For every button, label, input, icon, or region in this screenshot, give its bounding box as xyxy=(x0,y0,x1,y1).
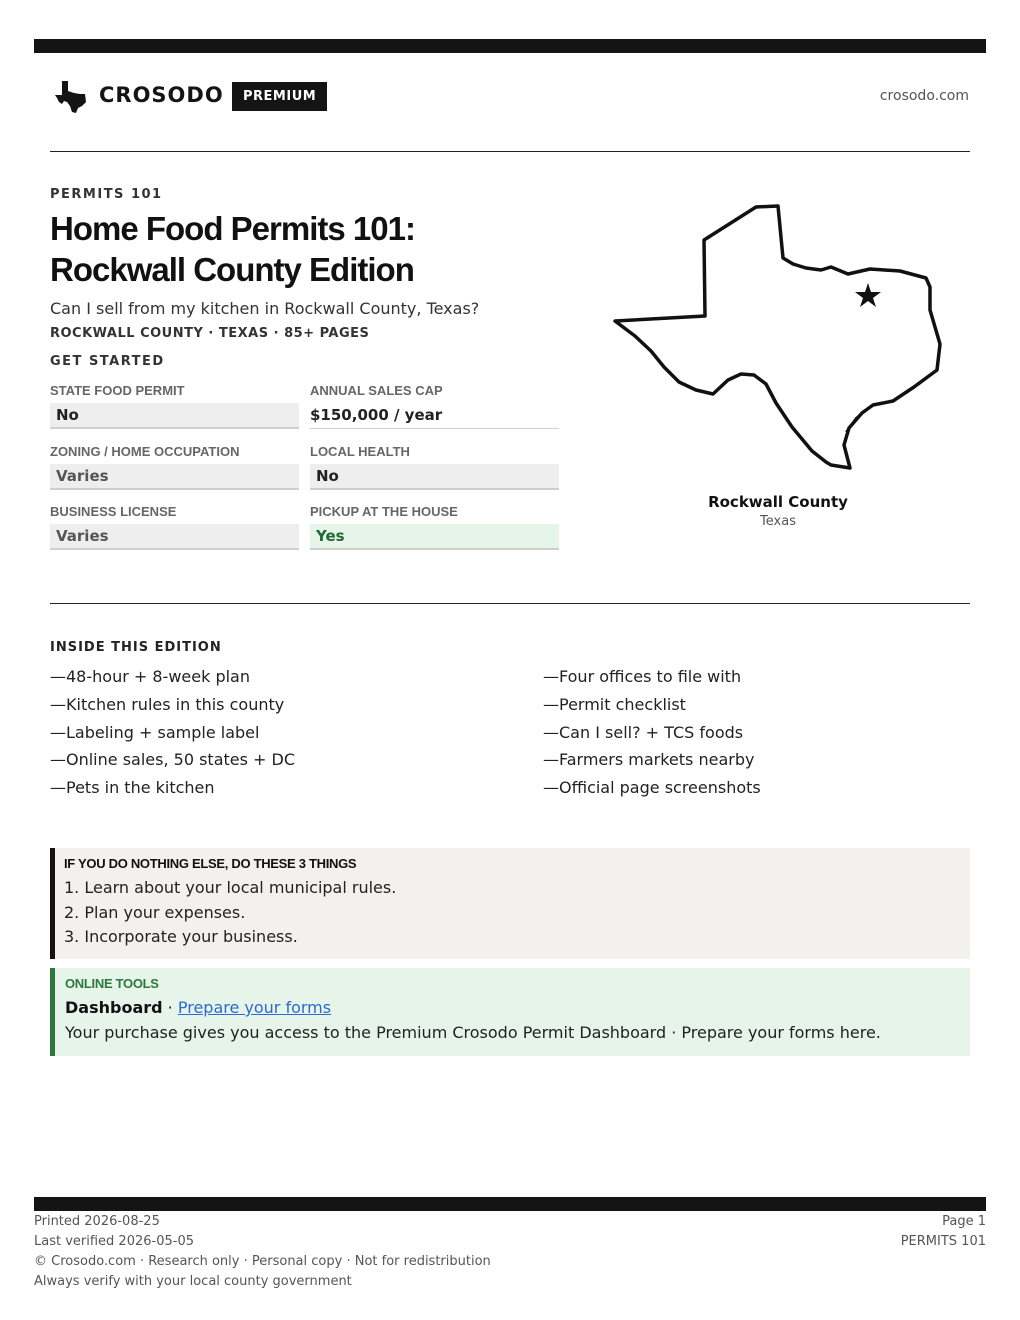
fact-value: Varies xyxy=(50,524,299,550)
fact-state-food-permit xyxy=(50,382,299,429)
list-item: —Pets in the kitchen xyxy=(50,778,215,798)
fact-label: ZONING / HOME OCCUPATION xyxy=(50,444,240,459)
premium-badge: PREMIUM xyxy=(232,82,327,111)
page-number: Page 1 xyxy=(942,1214,986,1229)
site-url[interactable]: crosodo.com xyxy=(879,88,969,104)
callout-title: IF YOU DO NOTHING ELSE, DO THESE 3 THINGS xyxy=(64,856,357,871)
fact-zoning xyxy=(50,443,299,490)
list-item: —Labeling + sample label xyxy=(50,722,260,742)
list-item: —Online sales, 50 states + DC xyxy=(50,750,296,770)
fact-value: No xyxy=(50,403,299,429)
footer-left xyxy=(34,1212,491,1292)
last-verified-date: Last verified 2026-05-05 xyxy=(34,1234,194,1249)
contents-list-left xyxy=(50,665,295,804)
page-title xyxy=(50,208,570,290)
texas-logo-icon xyxy=(54,80,88,114)
star-icon xyxy=(855,283,881,307)
section-divider xyxy=(50,603,970,604)
contents-heading: INSIDE THIS EDITION xyxy=(50,640,222,655)
fact-pickup-at-house xyxy=(310,503,559,550)
list-item: —Official page screenshots xyxy=(543,778,761,798)
page-header xyxy=(54,80,970,114)
list-item: —Four offices to file with xyxy=(543,667,742,686)
tools-links-row xyxy=(65,996,970,1020)
printed-date: Printed 2026-08-25 xyxy=(34,1214,160,1229)
must-do-list xyxy=(64,876,970,950)
title-line-2: Rockwall County Edition xyxy=(50,251,414,288)
disclaimer: Always verify with your local county government xyxy=(34,1274,352,1289)
texas-outline-map xyxy=(610,200,946,478)
fact-business-license xyxy=(50,503,299,550)
fact-annual-sales-cap xyxy=(310,382,559,429)
list-item: 3. Incorporate your business. xyxy=(64,927,298,946)
contents-list-right xyxy=(543,665,761,804)
fact-value: $150,000 / year xyxy=(310,403,559,429)
header-divider xyxy=(50,151,970,152)
callout-title: ONLINE TOOLS xyxy=(65,976,159,991)
map-caption xyxy=(608,493,948,529)
fact-label: ANNUAL SALES CAP xyxy=(310,383,443,398)
list-item: —Can I sell? + TCS foods xyxy=(543,722,744,742)
list-item: —Kitchen rules in this county xyxy=(50,694,285,714)
copyright: © Crosodo.com · Research only · Personal copy · Not for redistribution xyxy=(34,1254,491,1269)
list-item: 2. Plan your expenses. xyxy=(64,902,246,922)
list-item: 1. Learn about your local municipal rules. xyxy=(64,878,397,897)
title-line-1: Home Food Permits 101: xyxy=(50,210,415,247)
dashboard-label: Dashboard xyxy=(65,998,163,1017)
brand-name: CROSODO xyxy=(99,83,224,107)
prepare-forms-link[interactable]: Prepare your forms xyxy=(177,998,332,1017)
bottom-rule-bar xyxy=(34,1197,986,1211)
map-county-name: Rockwall County xyxy=(708,493,848,511)
fact-local-health xyxy=(310,443,559,490)
top-rule-bar xyxy=(34,39,986,53)
page-subtitle: Can I sell from my kitchen in Rockwall County, Texas? xyxy=(50,299,480,318)
list-item: —48-hour + 8-week plan xyxy=(50,667,250,686)
footer-section: PERMITS 101 xyxy=(900,1234,986,1249)
fact-label: LOCAL HEALTH xyxy=(310,444,410,459)
list-item: —Permit checklist xyxy=(543,694,686,714)
fact-label: PICKUP AT THE HOUSE xyxy=(310,504,458,519)
county-locator-map xyxy=(610,200,946,478)
edition-meta: ROCKWALL COUNTY · TEXAS · 85+ PAGES xyxy=(50,326,370,341)
tools-description: Your purchase gives you access to the Premium Crosodo Permit Dashboard · Prepare your forms here. xyxy=(65,1023,881,1042)
section-kicker: PERMITS 101 xyxy=(50,187,163,202)
footer-right xyxy=(901,1212,986,1252)
fact-label: BUSINESS LICENSE xyxy=(50,504,177,519)
separator: · xyxy=(162,998,178,1017)
fact-value: No xyxy=(310,464,559,490)
get-started-heading: GET STARTED xyxy=(50,354,165,369)
fact-value: Yes xyxy=(310,524,559,550)
fact-value: Varies xyxy=(50,464,299,490)
must-do-callout xyxy=(50,848,970,959)
list-item: —Farmers markets nearby xyxy=(543,750,755,770)
map-state-name: Texas xyxy=(760,514,796,529)
fact-label: STATE FOOD PERMIT xyxy=(50,383,185,398)
online-tools-callout xyxy=(50,968,970,1056)
